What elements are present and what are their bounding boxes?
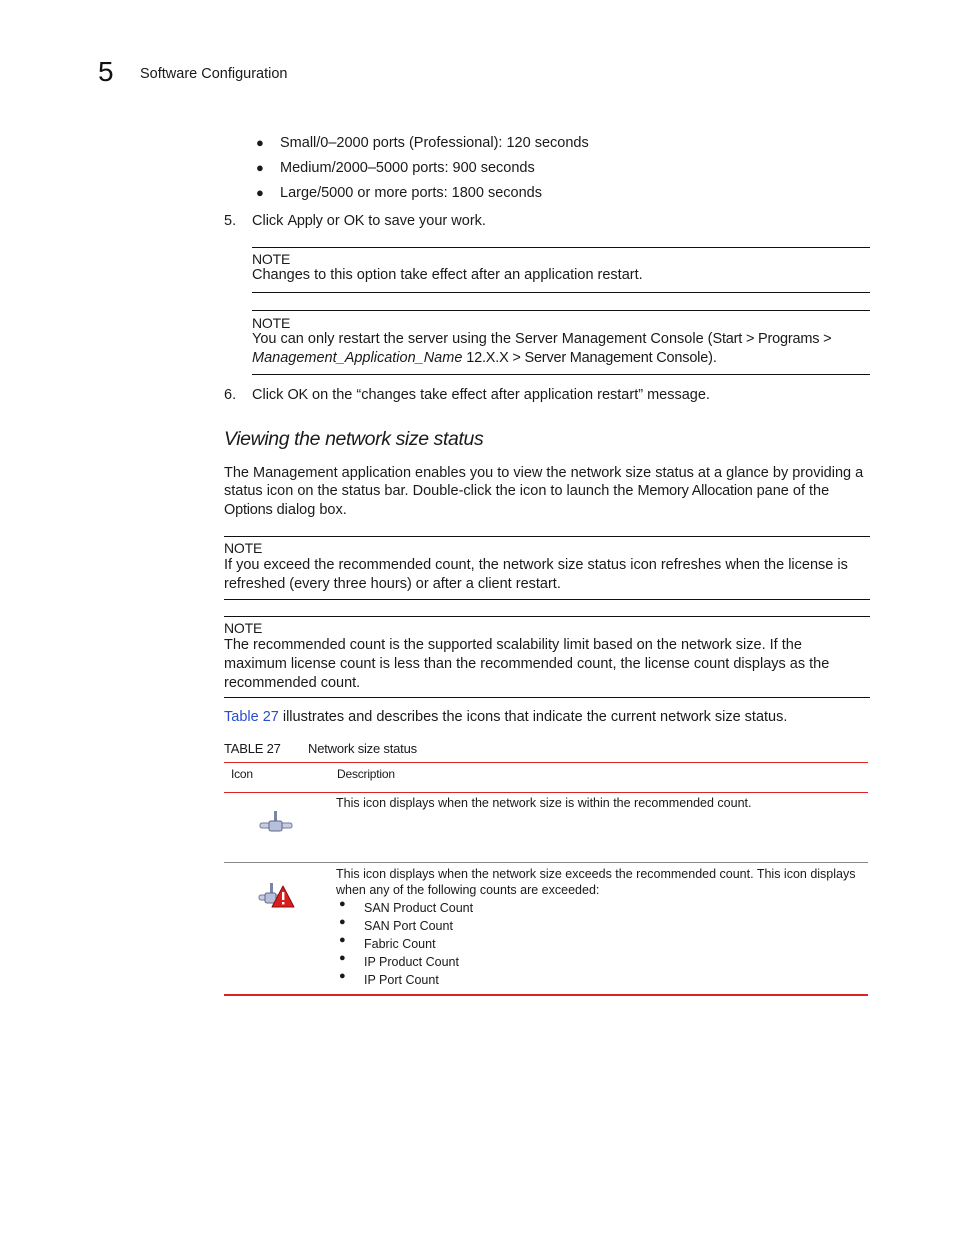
body-paragraph-line: The Management application enables you to view the network size status at a glance by providing a [224,465,864,481]
note-top-rule [224,536,870,537]
section-heading: Viewing the network size status [224,428,484,450]
row-1-description: This icon displays when the network size is within the recommended count. [336,796,752,810]
column-header-icon: Icon [231,767,253,781]
table-27-link[interactable]: Table 27 [224,709,279,725]
table-reference: Table 27 illustrates and describes the icons that indicate the current network size status. [224,709,788,725]
note-bottom-rule [252,292,870,293]
bullet-dot: ● [339,970,346,982]
note-top-rule [252,247,870,248]
note-bottom-rule [224,697,870,698]
note-text: The recommended count is the supported scalability limit based on the network size. If the [224,637,802,653]
chapter-number: 5 [98,56,114,87]
step-number: 6. [224,387,237,403]
note-top-rule [252,310,870,311]
note-text: If you exceed the recommended count, the network size status icon refreshes when the license is [224,557,848,573]
note-text: Management_Application_Name 12.X.X > Server Management Console). [252,350,717,366]
column-header-description: Description [337,767,395,781]
table-caption-title: Network size status [308,741,417,756]
step-6-text: Click OK on the “changes take effect after application restart” message. [252,387,710,403]
row-2-description: This icon displays when the network size exceeds the recommended count. This icon displays [336,867,856,881]
bullet-dot: ● [256,160,264,175]
note-top-rule [224,616,870,617]
note-text: refreshed (every three hours) or after a client restart. [224,576,561,592]
body-paragraph-line: status icon on the status bar. Double-click the icon to launch the Memory Allocation pane of the [224,483,830,499]
list-item: IP Product Count [364,955,459,969]
table-bottom-rule [224,994,868,996]
note-text: Changes to this option take effect after an application restart. [252,267,643,283]
row-2-description: when any of the following counts are exceeded: [336,883,600,897]
list-item: Small/0–2000 ports (Professional): 120 seconds [280,135,589,151]
network-size-normal-icon [258,810,294,836]
note-label: NOTE [252,315,291,331]
table-header-rule [224,792,868,793]
list-item: Medium/2000–5000 ports: 900 seconds [280,160,535,176]
note-bottom-rule [224,599,870,600]
body-paragraph-line: Options dialog box. [224,502,347,518]
bullet-dot: ● [256,185,264,200]
note-text: You can only restart the server using the Server Management Console (Start > Programs > [252,331,832,347]
bullet-dot: ● [339,934,346,946]
list-item: Fabric Count [364,937,436,951]
step-number: 5. [224,213,237,229]
list-item: Large/5000 or more ports: 1800 seconds [280,185,542,201]
chapter-title: Software Configuration [140,66,288,82]
bullet-dot: ● [256,135,264,150]
note-label: NOTE [252,251,291,267]
note-label: NOTE [224,540,263,556]
bullet-dot: ● [339,916,346,928]
bullet-dot: ● [339,898,346,910]
table-top-rule [224,762,868,763]
list-item: SAN Product Count [364,901,474,915]
table-caption-number: TABLE 27 [224,741,281,756]
network-size-warning-icon [258,882,296,910]
list-item: SAN Port Count [364,919,453,933]
note-text: maximum license count is less than the recommended count, the license count displays as the [224,656,830,672]
note-label: NOTE [224,620,263,636]
note-text: recommended count. [224,675,361,691]
step-5-text: Click Apply or OK to save your work. [252,213,486,229]
table-row-rule [224,862,868,863]
note-bottom-rule [252,374,870,375]
bullet-dot: ● [339,952,346,964]
list-item: IP Port Count [364,973,439,987]
